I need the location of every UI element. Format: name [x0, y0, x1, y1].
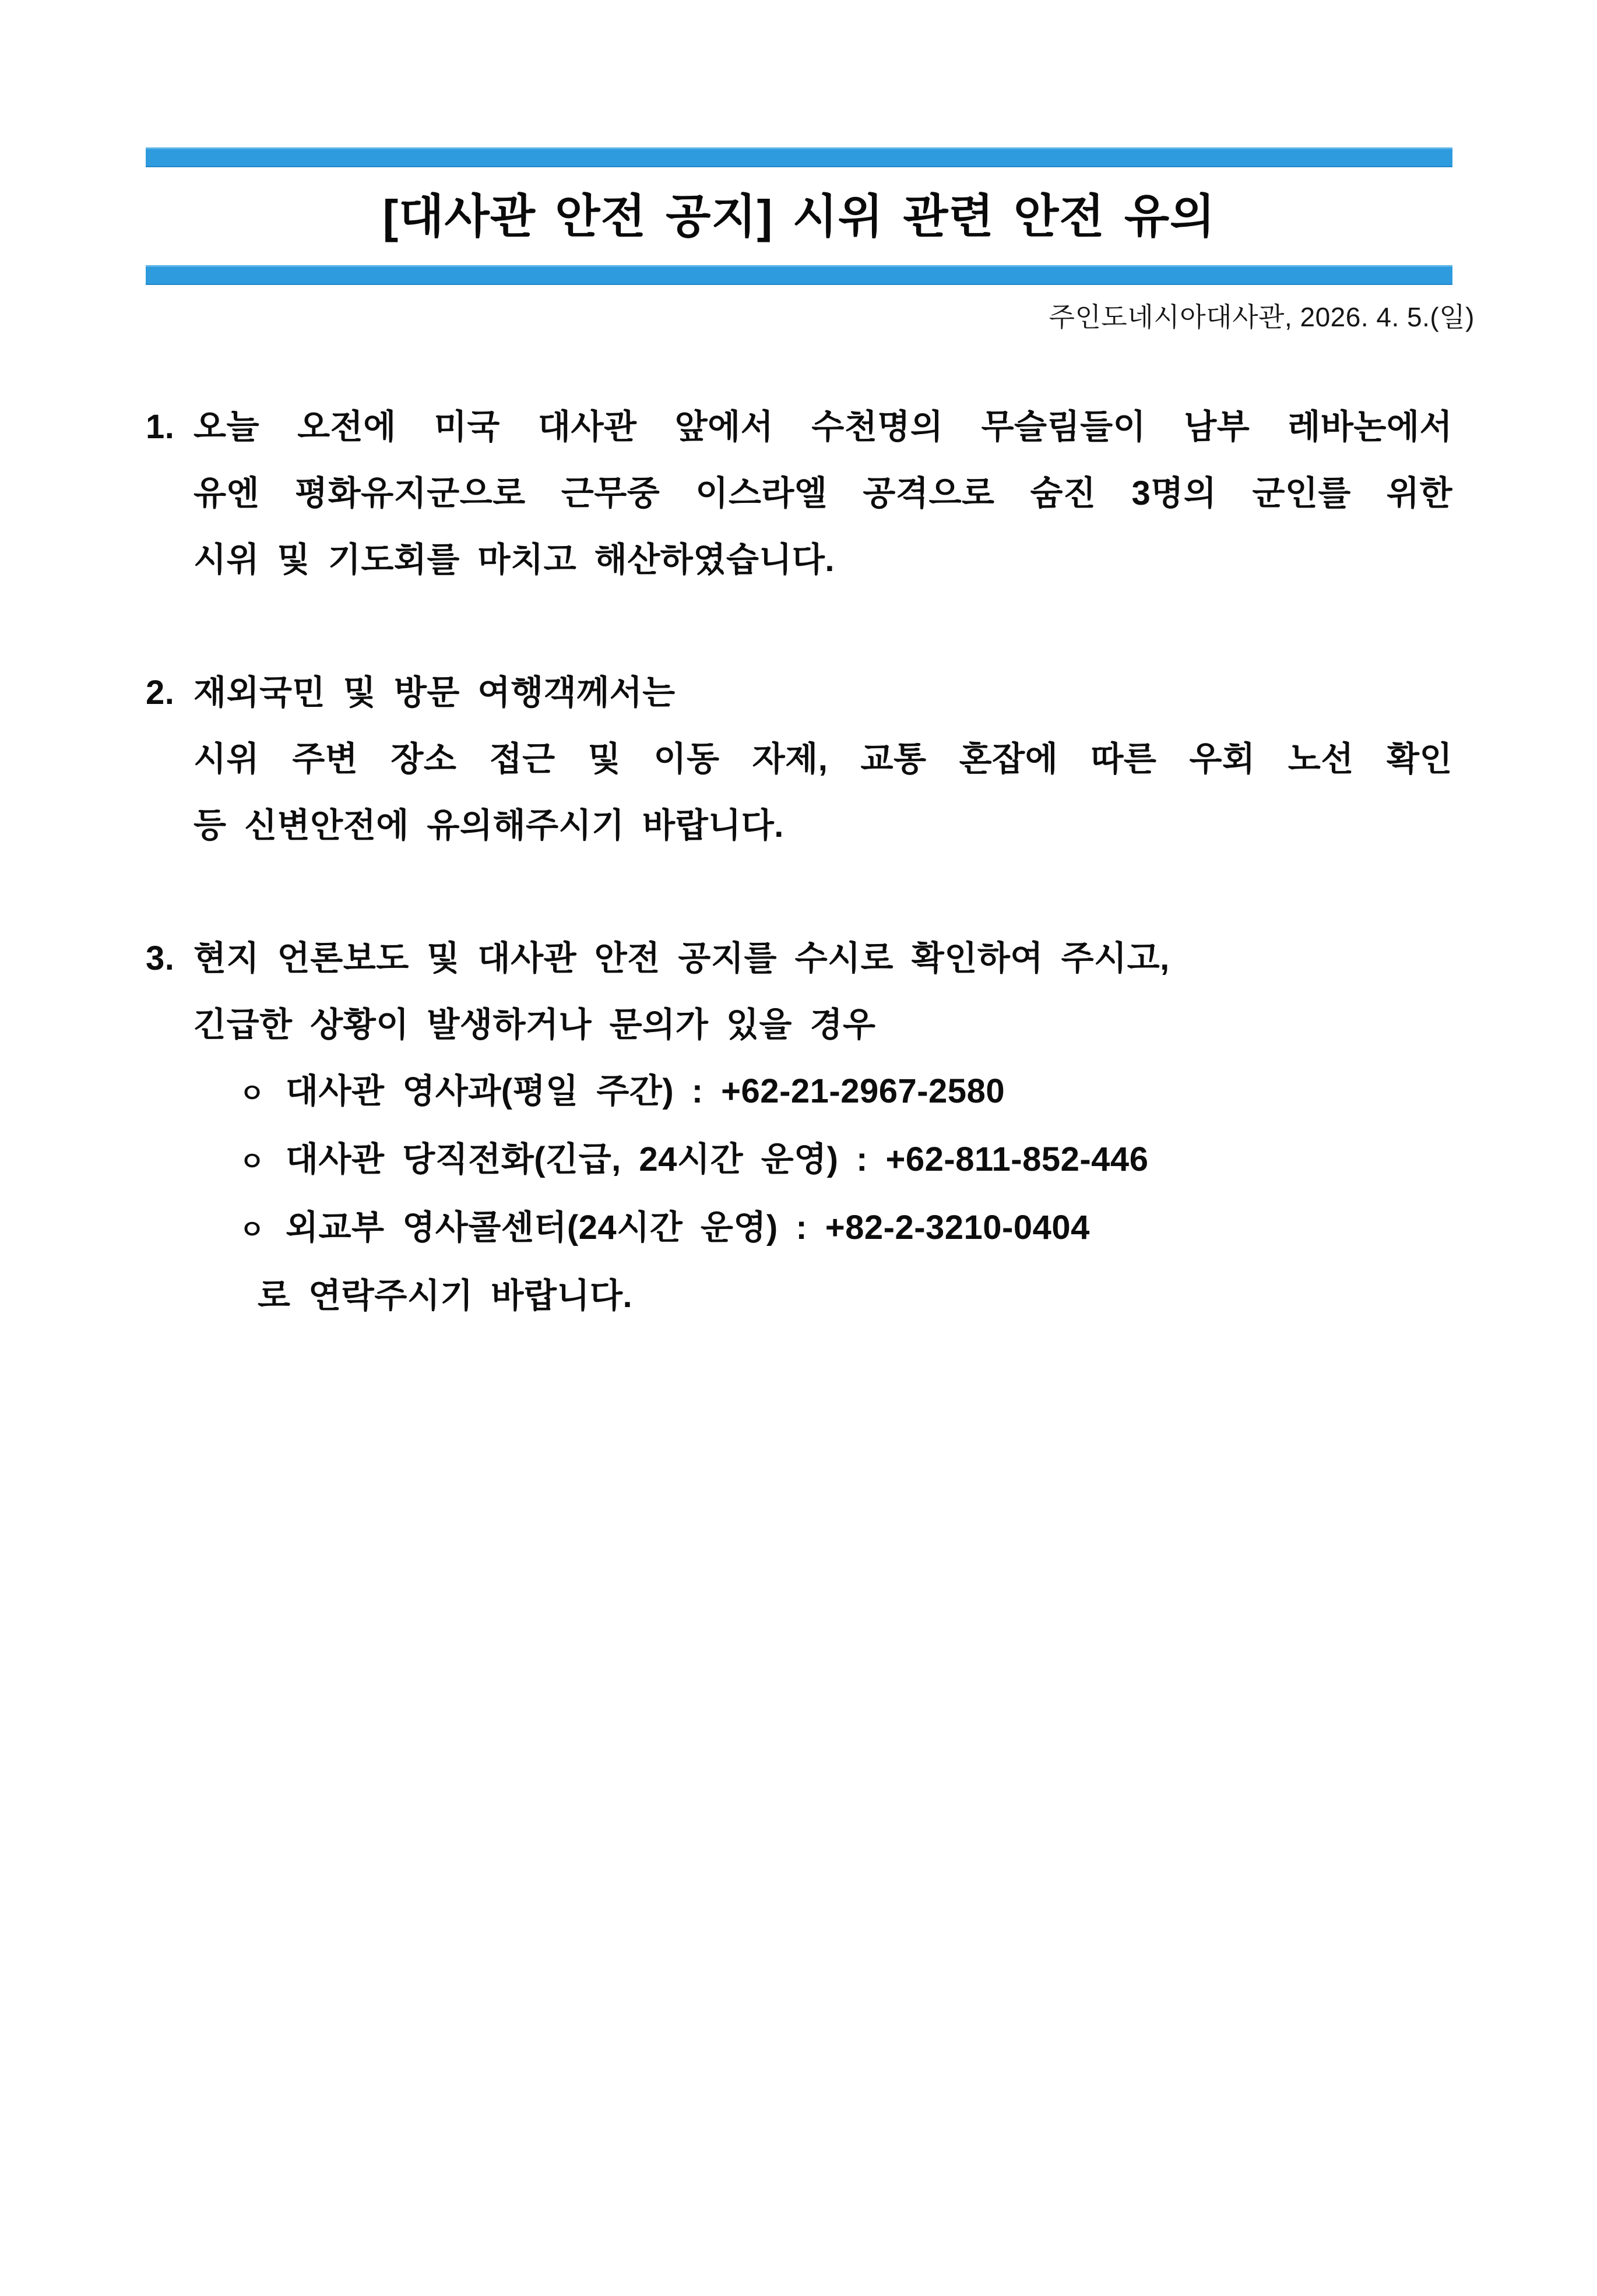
notice-body	[146, 394, 1452, 1396]
text-line: 긴급한 상황이 발생하거나 문의가 있을 경우	[194, 1006, 876, 1044]
title-top-divider	[146, 147, 1452, 167]
contact-text: 대사관 영사과(평일 주간) : +62-21-2967-2580	[286, 1072, 1005, 1110]
item-text	[194, 925, 1452, 1329]
contact-text: 외교부 영사콜센터(24시간 운영) : +82-2-3210-0404	[286, 1209, 1090, 1246]
item-text	[194, 394, 1452, 593]
contact-row-consular-section	[194, 1058, 1452, 1126]
text-line: 등 신변안전에 유의해주시기 바랍니다.	[194, 807, 784, 844]
title-bottom-divider	[146, 265, 1452, 285]
item-number: 3.	[146, 939, 175, 977]
notice-item-1	[146, 394, 1452, 593]
notice-item-3	[146, 925, 1452, 1329]
item-number: 1.	[146, 408, 175, 446]
page-title: [대사관 안전 공지] 시위 관련 안전 유의	[382, 191, 1216, 242]
circle-bullet: ㅇ	[239, 1146, 265, 1177]
contact-row-duty-phone	[194, 1126, 1452, 1195]
byline-date: 주인도네시아대사관, 2026. 4. 5.(일)	[1049, 302, 1475, 332]
closing-line: 로 연락주시기 바랍니다.	[258, 1277, 633, 1315]
text-line: 시위 및 기도회를 마치고 해산하였습니다.	[194, 541, 835, 579]
notice-item-2	[146, 660, 1452, 859]
text-line: 유엔 평화유지군으로 근무중 이스라엘 공격으로 숨진 3명의 군인를 위한	[194, 474, 1452, 512]
circle-bullet: ㅇ	[239, 1078, 265, 1108]
item-number: 2.	[146, 674, 175, 712]
text-line: 오늘 오전에 미국 대사관 앞에서 수천명의 무슬림들이 남부 레바논에서	[194, 408, 1452, 446]
item-text	[194, 660, 1452, 859]
contact-row-call-center	[194, 1195, 1452, 1263]
contact-text: 대사관 당직전화(긴급, 24시간 운영) : +62-811-852-446	[286, 1140, 1149, 1178]
circle-bullet: ㅇ	[239, 1214, 265, 1245]
text-line: 시위 주변 장소 접근 및 이동 자제, 교통 혼잡에 따른 우회 노선 확인	[194, 740, 1452, 778]
text-line: 재외국민 및 방문 여행객께서는	[194, 674, 676, 712]
text-line: 현지 언론보도 및 대사관 안전 공지를 수시로 확인하여 주시고,	[194, 939, 1170, 977]
